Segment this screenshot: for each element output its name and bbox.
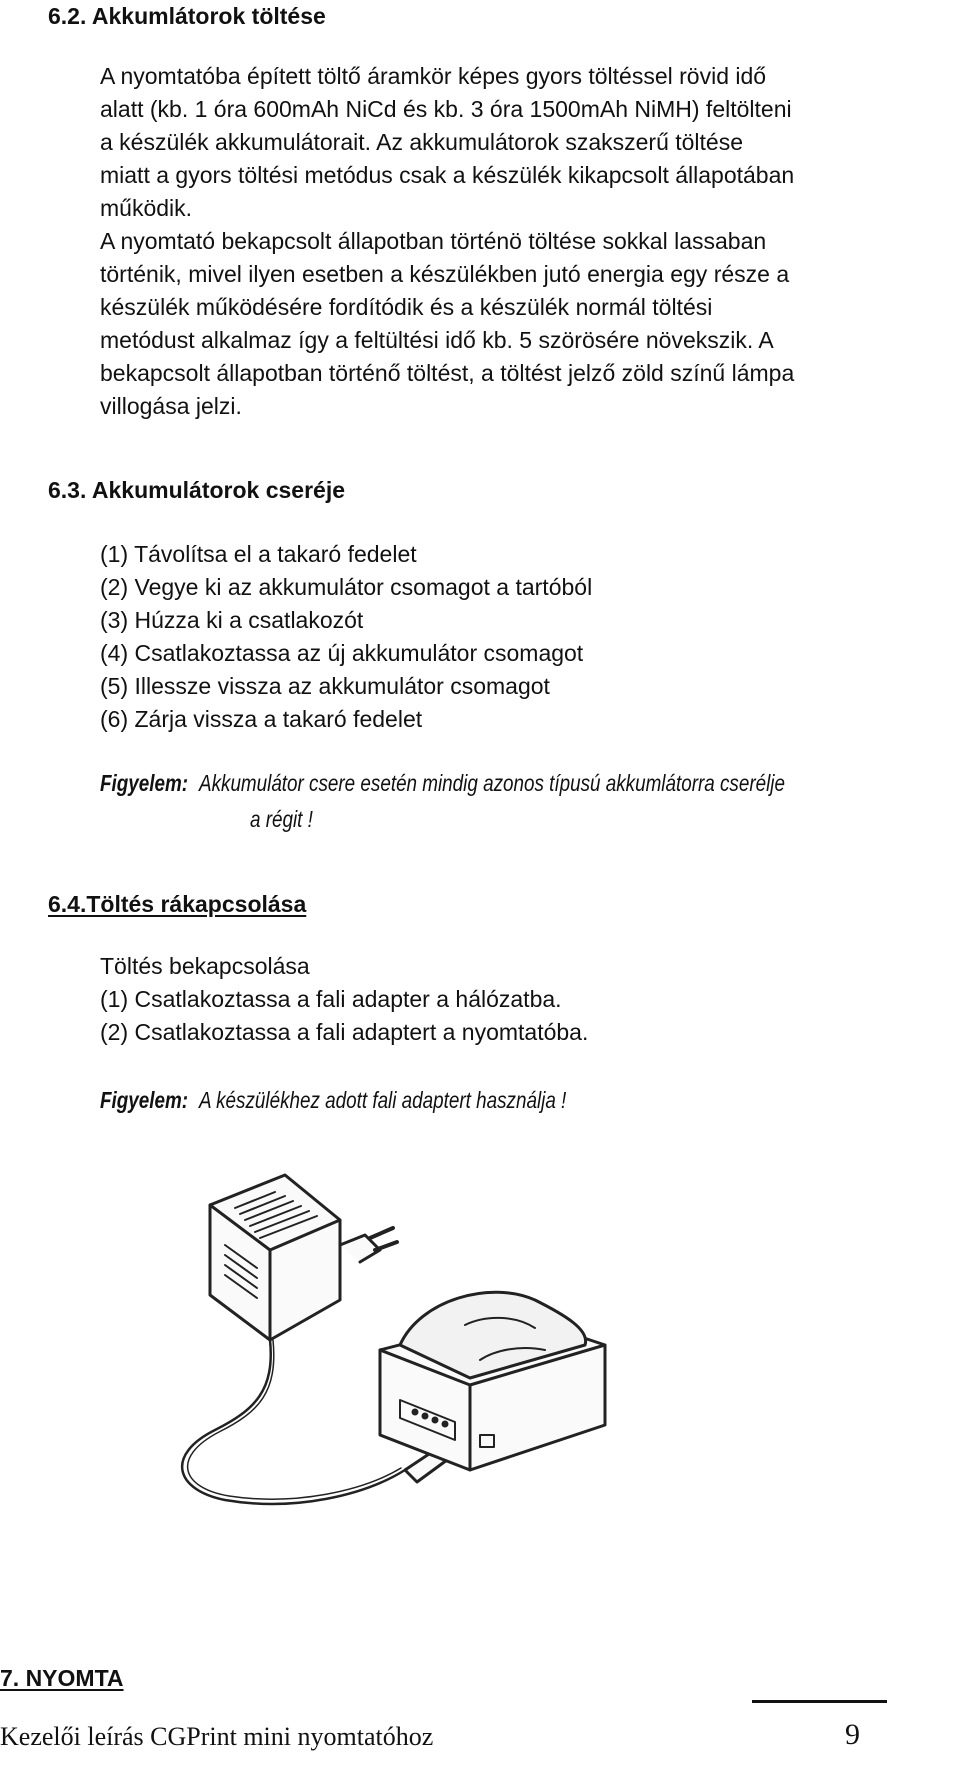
section-heading-6-4: 6.4.Töltés rákapcsolása [48, 891, 307, 917]
list-item: (1) Távolítsa el a takaró fedelet [100, 541, 417, 567]
note-text: a régit ! [250, 806, 313, 832]
warning-note-6-3 [100, 766, 914, 800]
replacement-steps-list [100, 538, 592, 736]
paragraph-line: miatt a gyors töltési metódus csak a készülék kikapcsolt állapotában [100, 162, 795, 188]
paragraph-line: A nyomtató bekapcsolt állapotban történö töltése sokkal lassaban [100, 228, 767, 254]
warning-note-6-3-continued [250, 802, 327, 836]
paragraph-line: készülék működésére fordítódik és a készülék normál töltési [100, 294, 713, 320]
paragraph-line: (1) Csatlakoztassa a fali adapter a hálózatba. [100, 986, 562, 1012]
footer-title: Kezelői leírás CGPrint mini nyomtatóhoz [0, 1722, 434, 1751]
note-label: Figyelem: [100, 1087, 189, 1113]
section-body-6-4 [100, 950, 940, 1049]
list-item: (4) Csatlakoztassa az új akkumulátor csomagot [100, 640, 584, 666]
printer-adapter-illustration [135, 1150, 695, 1570]
paragraph-line: a készülék akkumulátorait. Az akkumulátorok szakszerű töltése [100, 129, 744, 155]
section-heading-6-2: 6.2. Akkumlátorok töltése [48, 3, 326, 29]
page-number: 9 [845, 1718, 860, 1751]
section-heading-6-3: 6.3. Akkumulátorok cseréje [48, 477, 346, 503]
note-label: Figyelem: [100, 770, 189, 796]
section-heading-7: 7. NYOMTA [0, 1665, 124, 1691]
note-text: Akkumulátor csere esetén mindig azonos típusú akkumlátorra cserélje [199, 770, 786, 796]
paragraph-line: működik. [100, 195, 193, 221]
warning-note-6-4 [100, 1083, 647, 1117]
section-body-6-2 [100, 60, 940, 423]
list-item: (3) Húzza ki a csatlakozót [100, 607, 364, 633]
paragraph-line: alatt (kb. 1 óra 600mAh NiCd és kb. 3 óra 1500mAh NiMH) feltölteni [100, 96, 792, 122]
paragraph-line: metódust alkalmaz így a feltültési idő kb. 5 szörösére növekszik. A [100, 327, 774, 353]
paragraph-line: (2) Csatlakoztassa a fali adaptert a nyomtatóba. [100, 1019, 589, 1045]
paragraph-line: Töltés bekapcsolása [100, 953, 310, 979]
note-text: A készülékhez adott fali adaptert használja ! [199, 1087, 567, 1113]
paragraph-line: A nyomtatóba épített töltő áramkör képes gyors töltéssel rövid idő [100, 63, 767, 89]
paragraph-line: történik, mivel ilyen esetben a készülékben jutó energia egy része a [100, 261, 790, 287]
list-item: (2) Vegye ki az akkumulátor csomagot a tartóból [100, 574, 593, 600]
heading-underline-rule [752, 1700, 887, 1703]
paragraph-line: bekapcsolt állapotban történő töltést, a töltést jelző zöld színű lámpa [100, 360, 795, 386]
paragraph-line: villogása jelzi. [100, 393, 242, 419]
list-item: (6) Zárja vissza a takaró fedelet [100, 706, 423, 732]
list-item: (5) Illessze vissza az akkumulátor csomagot [100, 673, 550, 699]
